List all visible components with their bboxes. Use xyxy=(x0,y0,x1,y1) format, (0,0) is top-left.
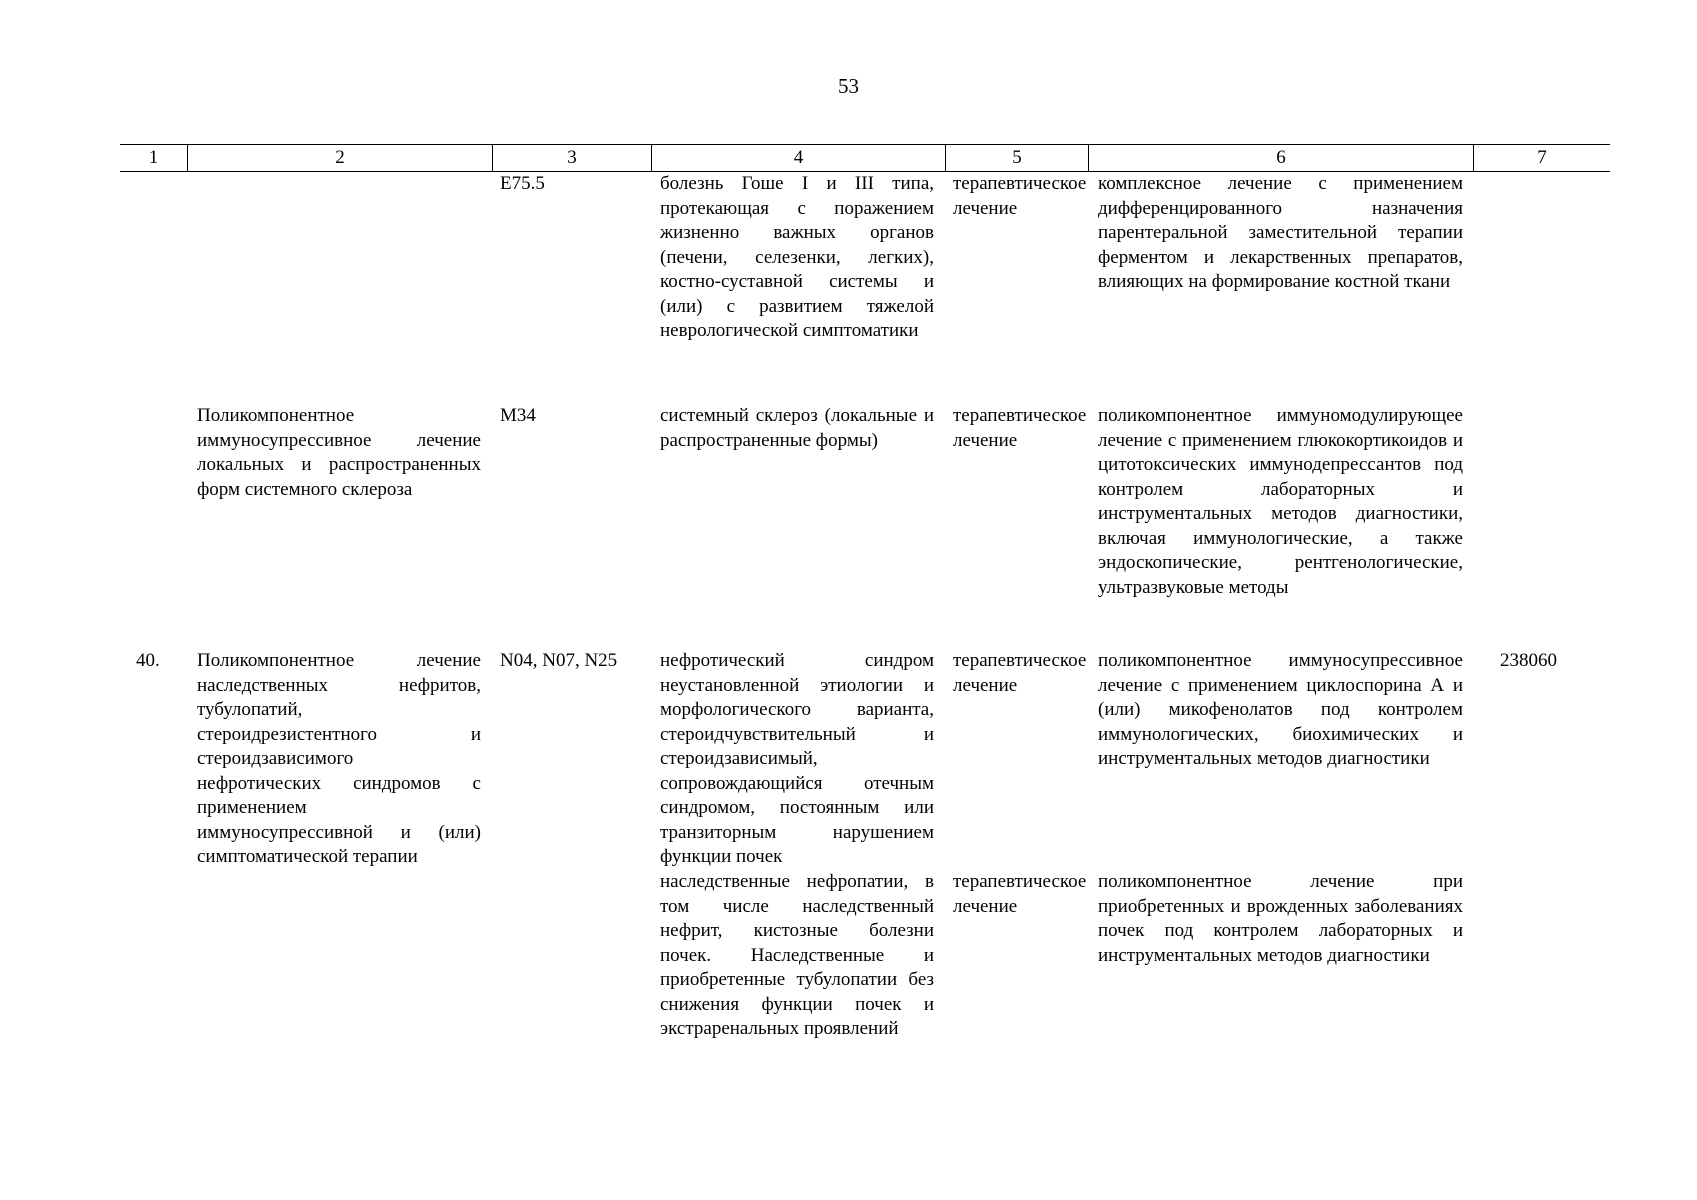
row-3-code: N04, N07, N25 xyxy=(500,650,618,671)
row-3-cost: 238060 xyxy=(1500,650,1557,671)
row-2-code: M34 xyxy=(500,405,536,426)
row-2-name: Поликомпонентное иммуносупрессивное лечение локальных и распространенных форм системного склероза xyxy=(197,405,481,500)
row-2-model: системный склероз (локальные и распространенные формы) xyxy=(660,405,934,451)
row-1-code: E75.5 xyxy=(500,173,545,194)
row-3-method: поликомпонентное иммуносупрессивное лечение с применением циклоспорина А и (или) микофенолатов под контролем иммунологических, биохимических и инструментальных методов диагностики xyxy=(1098,650,1463,769)
table-header xyxy=(120,144,1610,172)
header-col-1: 1 xyxy=(148,147,159,168)
row-1-model: болезнь Гоше I и III типа, протекающая с поражением жизненно важных органов (печени, селезенки, легких), костно-суставной системы и (или) с развитием тяжелой неврологической симптоматики xyxy=(660,173,934,341)
row-4-model: наследственные нефропатии, в том числе наследственный нефрит, кистозные болезни почек. Наследственные и приобретенные тубулопатии без снижения функции почек и экстраренальных проявлений xyxy=(660,871,934,1039)
header-col-3: 3 xyxy=(492,145,651,171)
row-4-treatment-type: терапевтическое лечение xyxy=(953,871,1087,917)
row-3-model: нефротический синдром неустановленной этиологии и морфологического варианта, стероидчувствительный и стероидзависимый, сопровождающийся отечным синдромом, постоянным или транзиторным нарушением функции почек xyxy=(660,650,934,867)
header-col-6: 6 xyxy=(1088,145,1473,171)
row-4-method: поликомпонентное лечение при приобретенных и врожденных заболеваниях почек под контролем лабораторных и инструментальных методов диагностики xyxy=(1098,871,1463,966)
row-3-treatment-type: терапевтическое лечение xyxy=(953,650,1087,696)
row-3-name: Поликомпонентное лечение наследственных нефритов, тубулопатий, стероидрезистентного и стероидзависимого нефротических синдромов с применением иммуносупрессивной и (или) симптоматической терапии xyxy=(197,650,481,867)
row-1-treatment-type: терапевтическое лечение xyxy=(953,173,1087,219)
row-2-method: поликомпонентное иммуномодулирующее лечение с применением глюкокортикоидов и цитотоксических иммунодепрессантов под контролем лабораторных и инструментальных методов диагностики, включая иммунологические, а также эндоскопические, рентгенологические, ультразвуковые методы xyxy=(1098,405,1463,598)
row-1-method: комплексное лечение с применением дифференцированного назначения парентеральной заместительной терапии ферментом и лекарственных препаратов, влияющих на формирование костной ткани xyxy=(1098,173,1463,292)
header-col-2: 2 xyxy=(187,145,492,171)
page-number: 53 xyxy=(838,74,859,98)
header-col-5: 5 xyxy=(945,145,1088,171)
header-col-7: 7 xyxy=(1473,145,1610,171)
header-col-4: 4 xyxy=(651,145,945,171)
row-2-treatment-type: терапевтическое лечение xyxy=(953,405,1087,451)
row-3-number: 40. xyxy=(136,650,160,671)
